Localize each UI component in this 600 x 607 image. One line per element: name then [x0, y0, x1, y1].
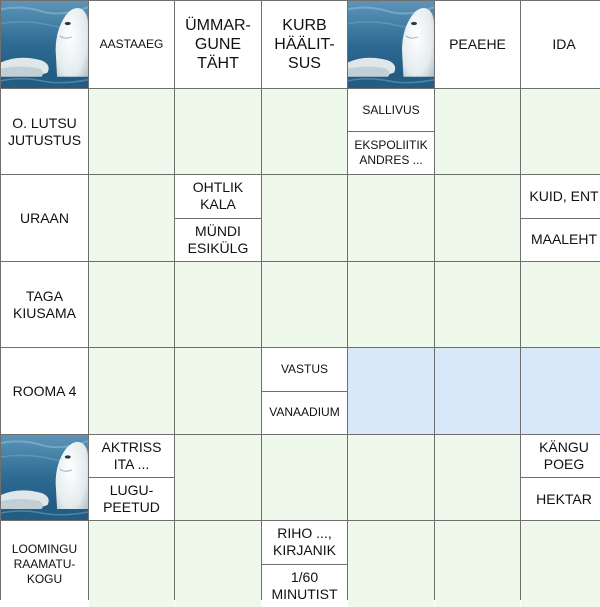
answer-cell[interactable] [435, 435, 520, 520]
clue-aastaaeg: AASTAAEG [89, 1, 174, 88]
clue-loomingu-raamatukogu: LOOMINGU RAAMATU- KOGU [1, 521, 88, 607]
answer-cell[interactable] [521, 521, 600, 607]
split-clue-cell [521, 435, 600, 520]
clue-vanaadium: VANAADIUM [262, 392, 347, 435]
answer-cell[interactable] [521, 89, 600, 174]
answer-cell[interactable] [89, 262, 174, 347]
clue-hektar: HEKTAR [521, 478, 600, 520]
answer-cell[interactable] [175, 89, 261, 174]
clue-sallivus: SALLIVUS [348, 89, 434, 131]
clue-taga-kiusama: TAGA KIUSAMA [1, 262, 88, 347]
answer-cell[interactable] [262, 262, 347, 347]
answer-cell[interactable] [89, 521, 174, 607]
answer-cell[interactable] [262, 435, 347, 520]
answer-cell[interactable] [521, 262, 600, 347]
split-clue-cell [175, 175, 261, 261]
answer-cell[interactable] [348, 521, 434, 607]
highlighted-answer-cell[interactable] [435, 348, 520, 434]
answer-cell[interactable] [175, 435, 261, 520]
clue-peaehe: PEAEHE [435, 1, 520, 88]
clue-kangu-poeg: KÄNGU POEG [521, 435, 600, 477]
highlighted-answer-cell[interactable] [348, 348, 434, 434]
clue-o-lutsu-jutustus: O. LUTSU JUTUSTUS [1, 89, 88, 174]
clue-ekspoliitik-andres: EKSPOLIITIK ANDRES ... [348, 132, 434, 174]
answer-cell[interactable] [435, 521, 520, 607]
split-clue-cell [348, 89, 434, 174]
clue-maaleht: MAALEHT [521, 219, 600, 262]
split-clue-cell [262, 348, 347, 434]
clue-aktriss-ita: AKTRISS ITA ... [89, 435, 174, 477]
answer-cell[interactable] [435, 89, 520, 174]
answer-cell[interactable] [175, 521, 261, 607]
clue-ohtlik-kala: OHTLIK KALA [175, 175, 261, 218]
split-clue-cell [89, 435, 174, 520]
beluga-whale-image [1, 435, 88, 520]
clue-1-60-minutist: 1/60 MINUTIST [262, 565, 347, 607]
clue-vastus: VASTUS [262, 348, 347, 391]
answer-cell[interactable] [348, 262, 434, 347]
answer-cell[interactable] [435, 175, 520, 261]
clue-ummargune-taht: ÜMMAR- GUNE TÄHT [175, 1, 261, 88]
clue-kuid-ent: KUID, ENT [521, 175, 600, 218]
beluga-whale-image [348, 1, 434, 88]
split-clue-cell [521, 175, 600, 261]
answer-cell[interactable] [89, 348, 174, 434]
beluga-whale-image [1, 1, 88, 88]
answer-cell[interactable] [435, 262, 520, 347]
answer-cell[interactable] [175, 348, 261, 434]
answer-cell[interactable] [175, 262, 261, 347]
answer-cell[interactable] [262, 89, 347, 174]
split-clue-cell [262, 521, 347, 607]
clue-ida: IDA [521, 1, 600, 88]
clue-lugupeetud: LUGU- PEETUD [89, 478, 174, 520]
highlighted-answer-cell[interactable] [521, 348, 600, 434]
clue-rooma-4: ROOMA 4 [1, 348, 88, 434]
clue-uraan: URAAN [1, 175, 88, 261]
answer-cell[interactable] [348, 175, 434, 261]
clue-kurb-haalitsus: KURB HÄÄLIT- SUS [262, 1, 347, 88]
answer-cell[interactable] [89, 89, 174, 174]
answer-cell[interactable] [348, 435, 434, 520]
clue-riho-kirjanik: RIHO ..., KIRJANIK [262, 521, 347, 564]
answer-cell[interactable] [89, 175, 174, 261]
clue-mundi-esikulg: MÜNDI ESIKÜLG [175, 219, 261, 262]
answer-cell[interactable] [262, 175, 347, 261]
